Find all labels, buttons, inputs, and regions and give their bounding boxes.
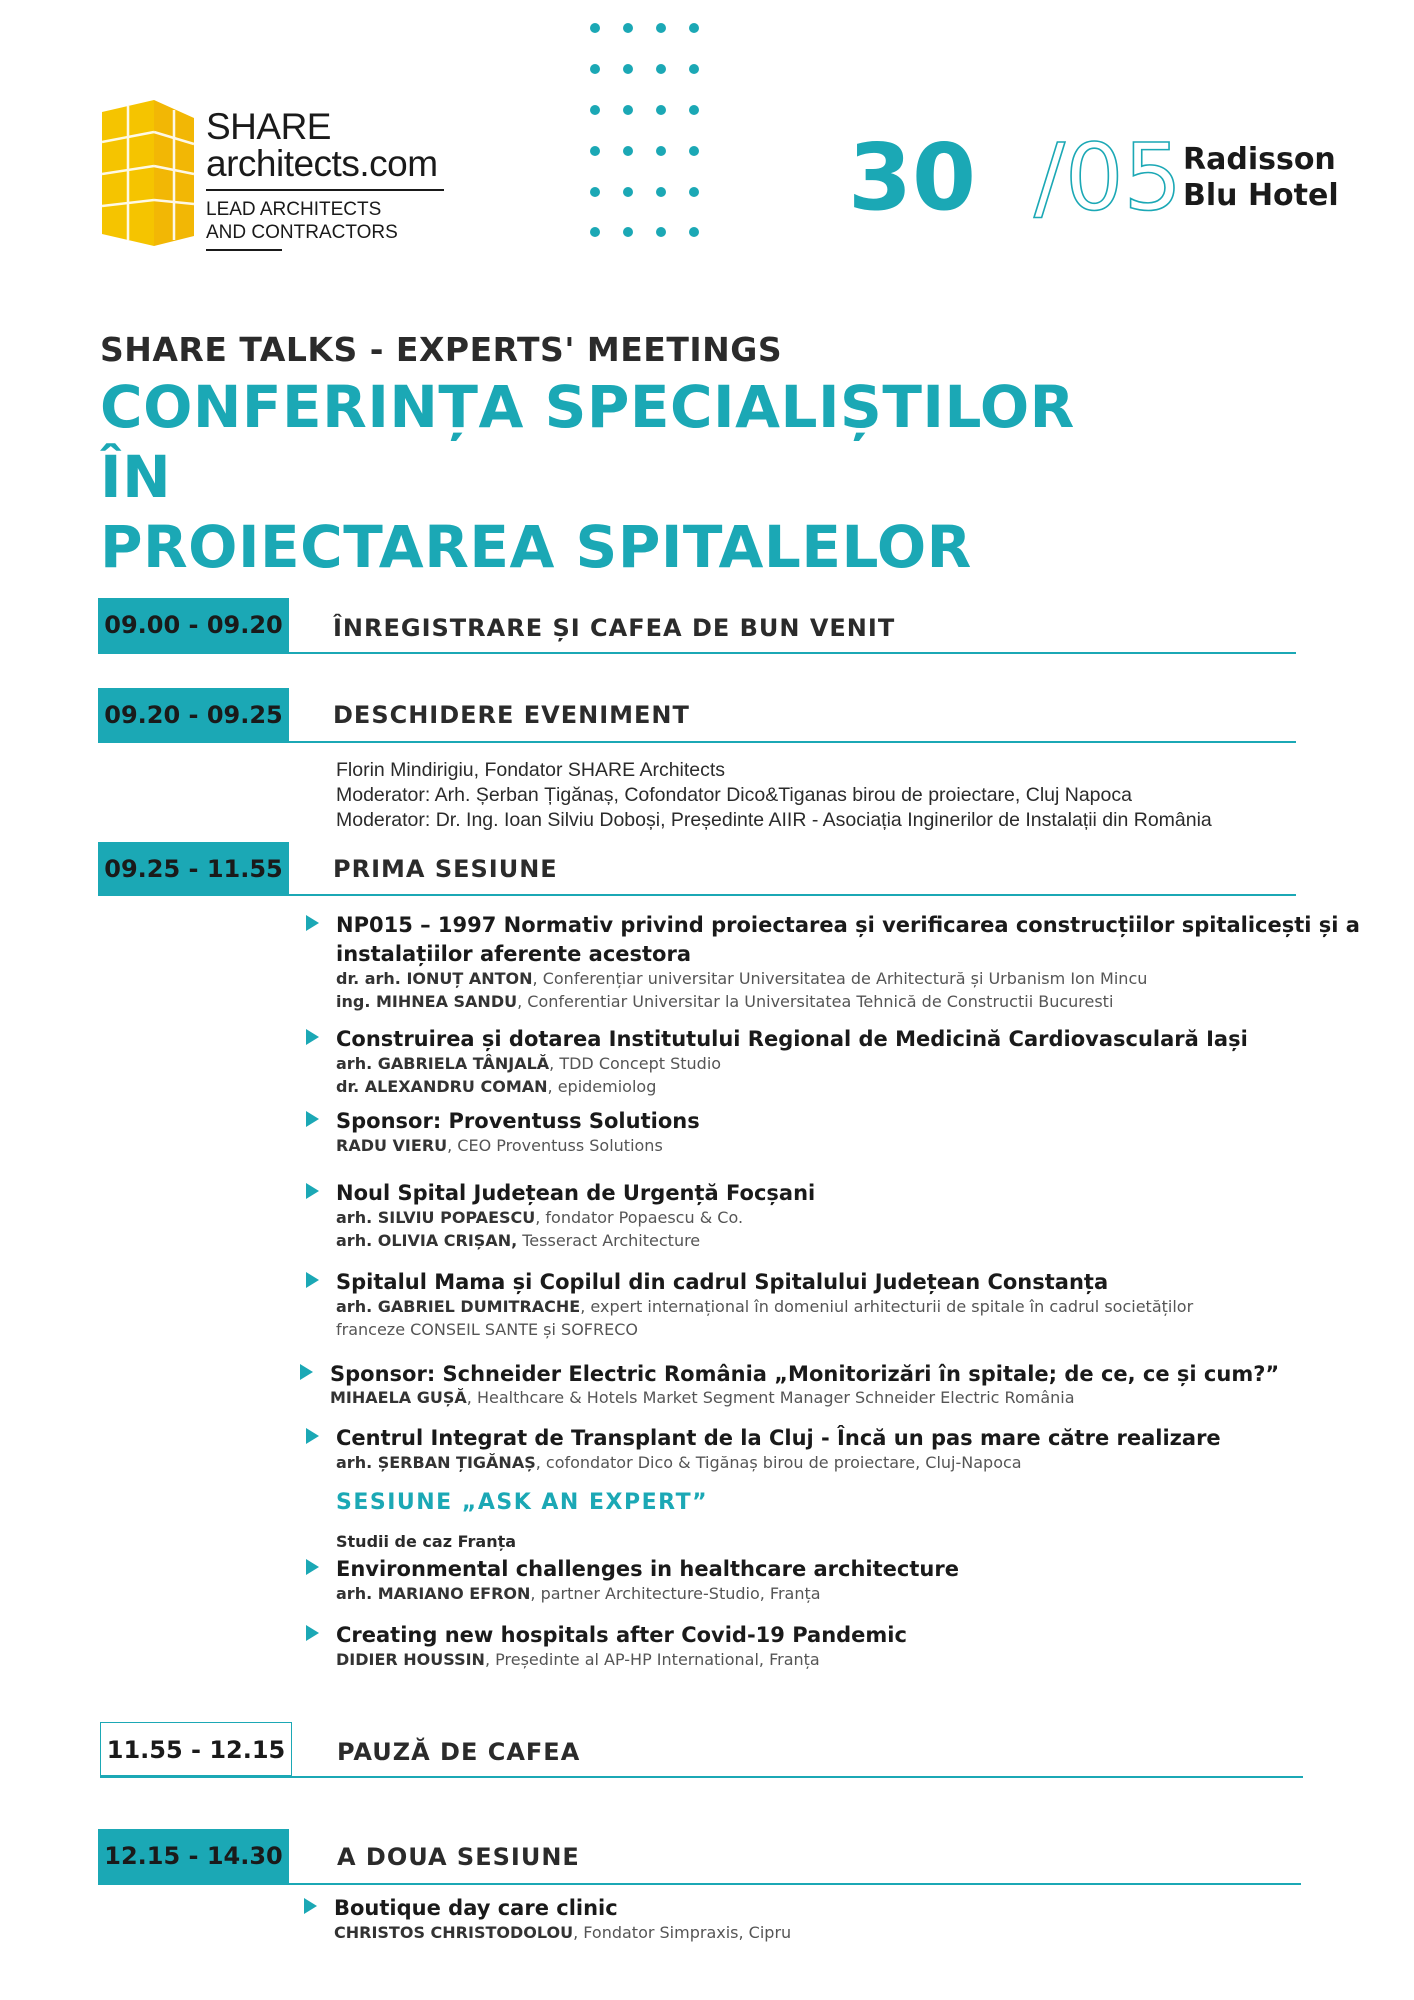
agenda-item-title-cont: instalațiilor aferente acestora <box>336 942 692 966</box>
time-slot-registration: 09.00 - 09.20 <box>98 598 289 652</box>
agenda-item-title: Centrul Integrat de Transplant de la Cluj - Încă un pas mare către realizare <box>336 1426 1221 1450</box>
section-divider <box>98 894 1296 896</box>
speaker: ing. MIHNEA SANDU, Conferentiar Universitar la Universitatea Tehnică de Constructii Bucuresti <box>336 992 1114 1011</box>
speaker: arh. MARIANO EFRON, partner Architecture-Studio, Franța <box>336 1584 821 1603</box>
logo-underline <box>206 249 282 251</box>
logo-divider <box>206 189 444 191</box>
agenda-item-title: Boutique day care clinic <box>334 1896 618 1920</box>
speaker: dr. ALEXANDRU COMAN, epidemiolog <box>336 1077 657 1096</box>
time-slot-second-session: 12.15 - 14.30 <box>98 1829 289 1883</box>
time-slot-first-session: 09.25 - 11.55 <box>98 842 289 896</box>
speaker: arh. GABRIELA TÂNJALĂ, TDD Concept Studio <box>336 1054 722 1073</box>
bullet-arrow-icon <box>306 1183 319 1199</box>
agenda-item-title: Environmental challenges in healthcare architecture <box>336 1557 959 1581</box>
bullet-arrow-icon <box>306 1272 319 1288</box>
logo-wordmark-share: SHARE <box>206 106 331 147</box>
section-divider <box>98 652 1296 654</box>
bullet-arrow-icon <box>306 1029 319 1045</box>
agenda-item-title: Sponsor: Proventuss Solutions <box>336 1109 700 1133</box>
time-slot-coffee-break: 11.55 - 12.15 <box>100 1722 292 1776</box>
speaker: CHRISTOS CHRISTODOLOU, Fondator Simpraxis, Cipru <box>334 1923 792 1942</box>
agenda-item-title: Creating new hospitals after Covid-19 Pandemic <box>336 1623 907 1647</box>
event-date-month: /05 <box>1034 124 1183 231</box>
speaker: arh. GABRIEL DUMITRACHE, expert internațional în domeniul arhitecturii de spitale în cadrul societăților <box>336 1297 1194 1316</box>
speaker: RADU VIERU, CEO Proventuss Solutions <box>336 1136 663 1155</box>
speaker: DIDIER HOUSSIN, Președinte al AP-HP International, Franța <box>336 1650 820 1669</box>
page-title: CONFERINȚA SPECIALIȘTILOR ÎN PROIECTAREA SPITALELOR <box>100 373 1075 581</box>
bullet-arrow-icon <box>306 1625 319 1641</box>
agenda-item-title: Sponsor: Schneider Electric România „Monitorizări în spitale; de ce, ce și cum?” <box>330 1362 1280 1386</box>
section-title-opening: DESCHIDERE EVENIMENT <box>333 701 690 729</box>
agenda-item-title: Construirea și dotarea Institutului Regional de Medicină Cardiovasculară Iași <box>336 1027 1248 1051</box>
ask-an-expert-heading: SESIUNE „ASK AN EXPERT” <box>336 1490 709 1515</box>
bullet-arrow-icon <box>306 915 319 931</box>
speaker: arh. OLIVIA CRIȘAN, Tesseract Architecture <box>336 1231 701 1250</box>
time-slot-opening: 09.20 - 09.25 <box>98 688 289 742</box>
dot-grid-decoration-icon <box>585 20 705 240</box>
section-title-first-session: PRIMA SESIUNE <box>333 855 558 883</box>
speaker: MIHAELA GUȘĂ, Healthcare & Hotels Market Segment Manager Schneider Electric România <box>330 1388 1075 1407</box>
speaker: arh. SILVIU POPAESCU, fondator Popaescu & Co. <box>336 1208 744 1227</box>
agenda-item-title: Spitalul Mama și Copilul din cadrul Spitalului Județean Constanța <box>336 1270 1109 1294</box>
section-divider <box>100 1776 1303 1778</box>
section-divider <box>98 741 1296 743</box>
opening-speakers: Florin Mindirigiu, Fondator SHARE Architects Moderator: Arh. Șerban Țigănaș, Cofondator Dico&Tiganas birou de proiectare, Cluj Napoca Moderator: Dr. Ing. Ioan Silviu Doboși, Președinte AIIR - Asociația Inginerilor de Instalații din România <box>336 759 1212 831</box>
bullet-arrow-icon <box>306 1111 319 1127</box>
logo-wordmark-domain: architects.com <box>206 143 438 184</box>
event-date-day: 30 <box>848 124 977 231</box>
bullet-arrow-icon <box>300 1364 313 1380</box>
logo-tagline: LEAD ARCHITECTS AND CONTRACTORS <box>206 199 398 243</box>
share-architects-logo-icon <box>98 98 198 248</box>
agenda-item-title: NP015 – 1997 Normativ privind proiectarea și verificarea construcțiilor spitalicești și a <box>336 913 1360 937</box>
section-title-coffee-break: PAUZĂ DE CAFEA <box>337 1738 581 1766</box>
bullet-arrow-icon <box>306 1559 319 1575</box>
section-title-second-session: A DOUA SESIUNE <box>337 1843 580 1871</box>
page-subtitle: SHARE TALKS - EXPERTS' MEETINGS <box>100 330 783 369</box>
speaker: dr. arh. IONUȚ ANTON, Conferențiar universitar Universitatea de Arhitectură și Urbanism Ion Mincu <box>336 969 1148 988</box>
speaker: franceze CONSEIL SANTE și SOFRECO <box>336 1320 638 1339</box>
bullet-arrow-icon <box>304 1898 317 1914</box>
section-title-registration: ÎNREGISTRARE ȘI CAFEA DE BUN VENIT <box>333 614 896 642</box>
bullet-arrow-icon <box>306 1428 319 1444</box>
section-divider <box>98 1883 1301 1885</box>
event-venue: Radisson Blu Hotel <box>1183 142 1339 213</box>
speaker: arh. ȘERBAN ȚIGĂNAȘ, cofondator Dico & Tigănaș birou de proiectare, Cluj-Napoca <box>336 1453 1022 1472</box>
case-studies-label: Studii de caz Franța <box>336 1532 517 1551</box>
agenda-item-title: Noul Spital Județean de Urgență Focșani <box>336 1181 816 1205</box>
